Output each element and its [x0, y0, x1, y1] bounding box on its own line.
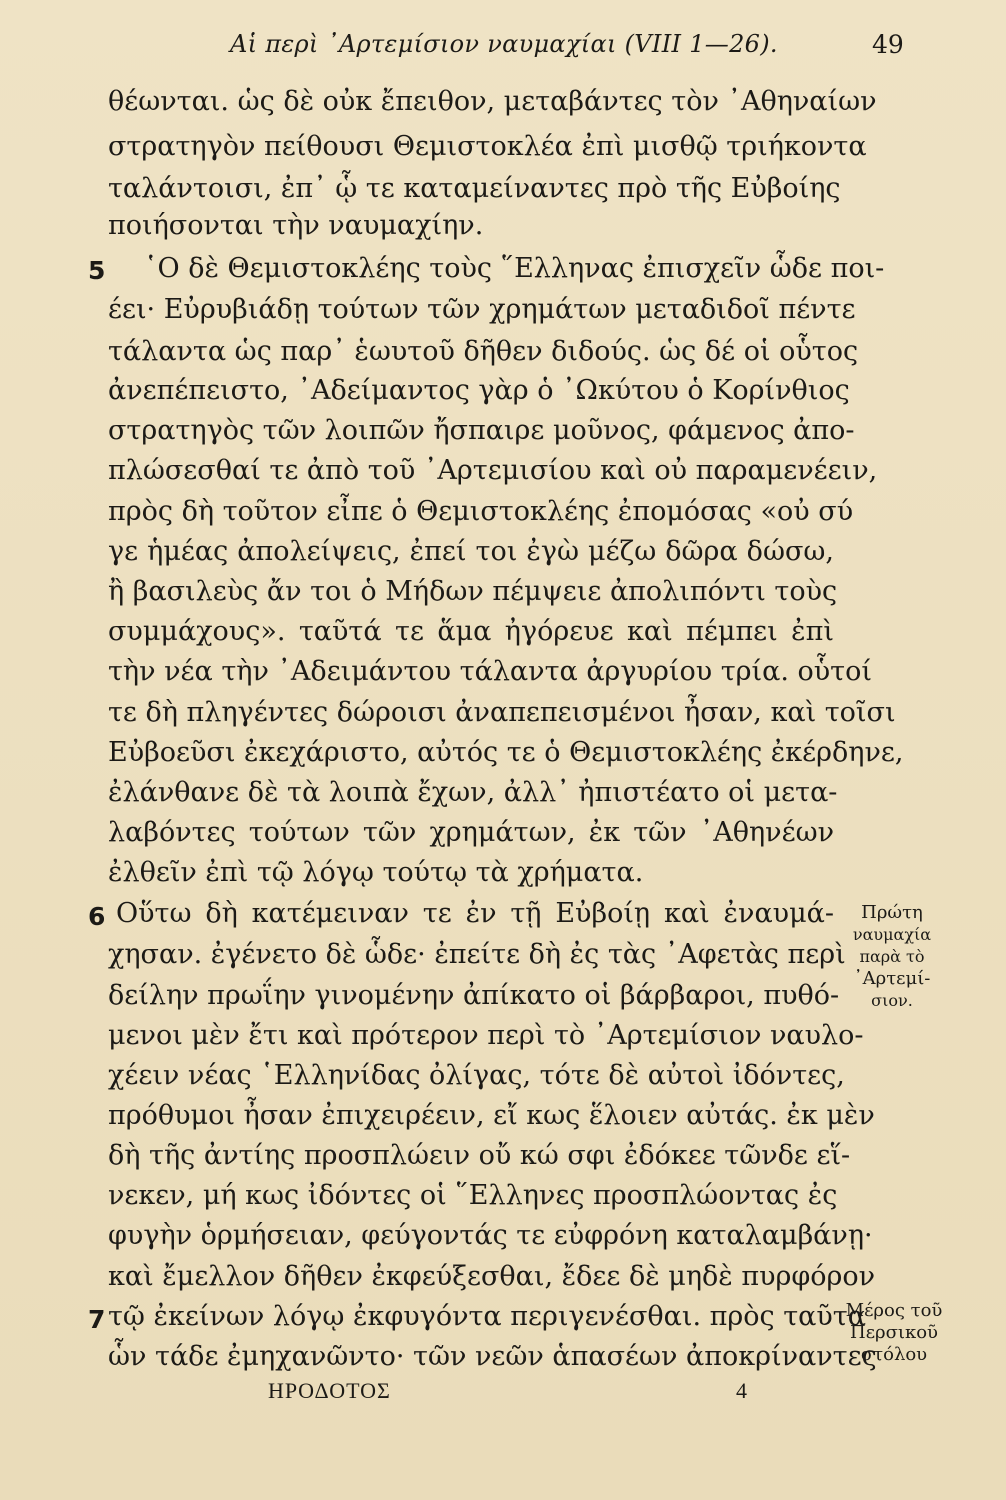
text-line: τε δὴ πληγέντες δώροισι ἀναπεπεισμένοι ἦσαν, καὶ τοῖσι: [108, 697, 896, 728]
text-line: θέωνται. ὡς δὲ οὐκ ἔπειθον, μεταβάντες τὸν ᾿Αθηναίων: [108, 86, 877, 117]
text-line: τὴν νέα τὴν ᾿Αδειμάντου τάλαντα ἀργυρίου τρία. οὗτοί: [108, 656, 872, 687]
text-line: ἢ βασιλεὺς ἄν τοι ὁ Μήδων πέμψειε ἀπολιπόντι τοὺς: [108, 576, 838, 607]
margin-note-persian-fleet: [838, 1300, 950, 1366]
text-line: καὶ ἔμελλον δῆθεν ἐκφεύξεσθαι, ἔδεε δὲ μηδὲ πυρφόρον: [108, 1261, 876, 1292]
text-line: νεκεν, μή κως ἰδόντες οἱ ῞Ελληνες προσπλώοντας ἐς: [108, 1180, 838, 1211]
text-line: μενοι μὲν ἔτι καὶ πρότερον περὶ τὸ ᾿Αρτεμίσιον ναυλο-: [108, 1020, 864, 1051]
text-line: ἐλθεῖν ἐπὶ τῷ λόγῳ τούτῳ τὰ χρήματα.: [108, 857, 644, 888]
margin-note-first-battle: [842, 902, 942, 1012]
section-number: 6: [88, 902, 106, 931]
text-line: τάλαντα ὡς παρ᾿ ἑωυτοῦ δῆθεν διδούς. ὡς δέ οἱ οὗτος: [108, 336, 859, 367]
text-line: Οὕτω δὴ κατέμειναν τε ἐν τῇ Εὐβοίῃ καὶ ἐναυμά-: [116, 898, 834, 929]
text-line: ταλάντοισι, ἐπ᾿ ᾧ τε καταμείναντες πρὸ τῆς Εὐβοίης: [108, 173, 841, 204]
text-line: λαβόντες τούτων τῶν χρημάτων, ἐκ τῶν ᾿Αθηνέων: [108, 817, 834, 848]
text-line: φυγὴν ὁρμήσειαν, φεύγοντάς τε εὐφρόνη καταλαμβάνῃ·: [108, 1220, 873, 1251]
margin-note-line: ᾿Αρτεμί-: [853, 968, 931, 989]
text-line: στρατηγὸν πείθουσι Θεμιστοκλέα ἐπὶ μισθῷ τριήκοντα: [108, 131, 867, 162]
margin-note-line: στόλου: [860, 1344, 928, 1365]
text-line: έει· Εὐρυβιάδῃ τούτων τῶν χρημάτων μεταδιδοῖ πέντε: [108, 294, 856, 325]
section-number: 5: [88, 256, 106, 285]
margin-note-line: ναυμαχία: [852, 925, 932, 944]
text-line: γε ἡμέας ἀπολείψεις, ἐπεί τοι ἐγὼ μέζω δῶρα δώσω,: [108, 536, 834, 567]
text-line: στρατηγὸς τῶν λοιπῶν ἤσπαιρε μοῦνος, φάμενος ἀπο-: [108, 415, 855, 446]
margin-note-line: Μέρος τοῦ: [845, 1300, 943, 1321]
text-line: ποιήσονται τὴν ναυμαχίην.: [108, 210, 484, 241]
text-line: συμμάχους». ταῦτά τε ἅμα ἠγόρευε καὶ πέμπει ἐπὶ: [108, 616, 834, 647]
text-line: τῷ ἐκείνων λόγῳ ἐκφυγόντα περιγενέσθαι. πρὸς ταῦτα: [108, 1301, 866, 1332]
text-line: δείλην πρωΐην γινομένην ἀπίκατο οἱ βάρβαροι, πυθό-: [108, 980, 840, 1011]
margin-note-line: Πρώτη: [861, 902, 923, 923]
footer-book-title: ΗΡΟΔΟΤΟΣ: [268, 1378, 391, 1403]
running-title: Αἱ περὶ ᾿Αρτεμίσιον ναυμαχίαι (VIII 1—26).: [230, 30, 778, 58]
margin-note-line: σιον.: [871, 991, 913, 1010]
page-number: 49: [872, 30, 904, 59]
text-line: ὧν τάδε ἐμηχανῶντο· τῶν νεῶν ἁπασέων ἀποκρίναντες: [108, 1341, 877, 1372]
text-line: χέειν νέας ῾Ελληνίδας ὀλίγας, τότε δὲ αὐτοὶ ἰδόντες,: [108, 1060, 845, 1091]
text-line: ῾Ο δὲ Θεμιστοκλέης τοὺς ῞Ελληνας ἐπισχεῖν ὧδε ποι-: [144, 253, 885, 284]
text-line: Εὐβοεῦσι ἐκεχάριστο, αὐτός τε ὁ Θεμιστοκλέης ἐκέρδηνε,: [108, 737, 904, 768]
text-line: πλώσεσθαί τε ἀπὸ τοῦ ᾿Αρτεμισίου καὶ οὐ παραμενέειν,: [108, 455, 878, 486]
section-number: 7: [88, 1305, 106, 1334]
text-line: ἐλάνθανε δὲ τὰ λοιπὰ ἔχων, ἀλλ᾿ ἠπιστέατο οἱ μετα-: [108, 777, 838, 808]
text-line: δὴ τῆς ἀντίης προσπλώειν οὔ κώ σφι ἐδόκεε τῶνδε εἵ-: [108, 1140, 851, 1171]
footer-signature: 4: [736, 1378, 747, 1403]
text-line: χησαν. ἐγένετο δὲ ὧδε· ἐπείτε δὴ ἐς τὰς ᾿Αφετὰς περὶ: [108, 939, 846, 970]
text-line: πρὸς δὴ τοῦτον εἶπε ὁ Θεμιστοκλέης ἐπομόσας «οὐ σύ: [108, 496, 854, 527]
margin-note-line: Περσικοῦ: [850, 1322, 938, 1343]
text-line: ἀνεπέπειστο, ᾿Αδείμαντος γὰρ ὁ ᾿Ωκύτου ὁ Κορίνθιος: [108, 375, 850, 406]
text-line: πρόθυμοι ἦσαν ἐπιχειρέειν, εἴ κως ἕλοιεν αὐτάς. ἐκ μὲν: [108, 1100, 875, 1131]
margin-note-line: παρὰ τὸ: [859, 947, 925, 966]
